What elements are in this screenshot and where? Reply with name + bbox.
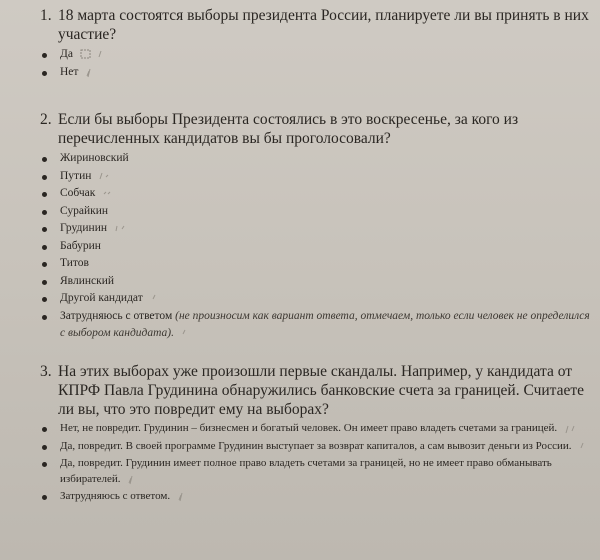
candidate-label: Бабурин [60, 239, 101, 252]
candidate-label: Путин [60, 169, 92, 182]
question-text: На этих выборах уже произошли первые скандалы. Например, у кандидата от КПРФ Павла Грудинина обнаружились банковские счета за границей. Считаете ли вы, что это повредит ему на выборах? [58, 363, 585, 418]
pencil-tally-icon [564, 423, 574, 433]
answer-option[interactable] [40, 456, 590, 487]
candidate-option[interactable] [40, 168, 590, 186]
question-2 [40, 110, 590, 343]
pencil-tally-icon [85, 67, 95, 77]
pencil-tally-icon [177, 491, 187, 501]
question-text: 18 марта состоятся выборы президента России, планируете ли вы принять в них участие? [58, 7, 589, 43]
question-1-title [40, 6, 590, 44]
checkbox-icon[interactable] [80, 49, 90, 59]
candidate-option[interactable] [40, 150, 590, 168]
question-3 [40, 362, 590, 507]
candidate-label: Титов [60, 257, 89, 269]
answer-option[interactable] [40, 64, 590, 82]
candidate-label: Другой кандидат [60, 292, 143, 304]
candidate-label: Грудинин [60, 222, 108, 234]
candidate-label: Явлинский [60, 274, 114, 287]
question-2-title [40, 110, 590, 148]
pencil-tally-icon [578, 441, 588, 451]
question-text: Если бы выборы Президента состоялись в это воскресенье, за кого из перечисленных кандидатов вы бы проголосовали? [58, 111, 519, 147]
answer-option[interactable] [40, 439, 590, 455]
candidate-label: Сурайкин [60, 204, 109, 217]
question-number: 3. [40, 363, 52, 380]
pencil-tally-icon [97, 49, 107, 59]
pencil-tally-icon [98, 171, 108, 181]
pencil-tally-icon [114, 223, 124, 233]
answer-option[interactable] [40, 421, 590, 437]
candidate-option[interactable] [40, 203, 590, 221]
candidate-option[interactable] [40, 255, 590, 273]
candidate-label: Затрудняюсь с ответом [60, 309, 173, 322]
candidate-label: Собчак [60, 187, 96, 199]
question-number: 2. [40, 111, 52, 128]
answer-label: Затрудняюсь с ответом. [60, 490, 171, 502]
pencil-tally-icon [127, 474, 137, 484]
candidate-option[interactable] [40, 220, 590, 238]
question-3-title [40, 362, 590, 419]
candidate-option[interactable] [40, 238, 590, 256]
question-number: 1. [40, 7, 52, 24]
pencil-tally-icon [181, 328, 191, 338]
pencil-tally-icon [102, 188, 112, 198]
candidate-option[interactable] [40, 185, 590, 203]
answer-label: Да, повредит. В своей программе Грудинин выступает за возврат капиталов, а сам вывозит деньги из России. [60, 439, 572, 452]
pencil-tally-icon [150, 293, 160, 303]
answer-label: Да, повредит. Грудинин имеет полное право владеть счетами за границей, но не имеет право обманывать избирателей. [60, 457, 552, 485]
answer-label: Нет [60, 65, 79, 78]
candidate-label: Жириновский [60, 152, 129, 164]
candidate-option[interactable] [40, 308, 590, 343]
answer-label: Нет, не повредит. Грудинин – бизнесмен и богатый человек. Он имеет право владеть счетами за границей. [60, 422, 558, 434]
candidate-list [40, 150, 590, 343]
answer-option[interactable] [40, 489, 590, 505]
answer-list [40, 421, 590, 505]
candidate-option[interactable] [40, 273, 590, 291]
answer-list [40, 46, 590, 81]
question-1 [40, 6, 590, 81]
answer-option[interactable] [40, 46, 590, 64]
candidate-option[interactable] [40, 290, 590, 308]
interviewer-note: (не произносим как вариант ответа, отмечаем, только если человек не определился с выбором кандидата). [60, 309, 590, 339]
answer-label: Да [60, 48, 73, 60]
